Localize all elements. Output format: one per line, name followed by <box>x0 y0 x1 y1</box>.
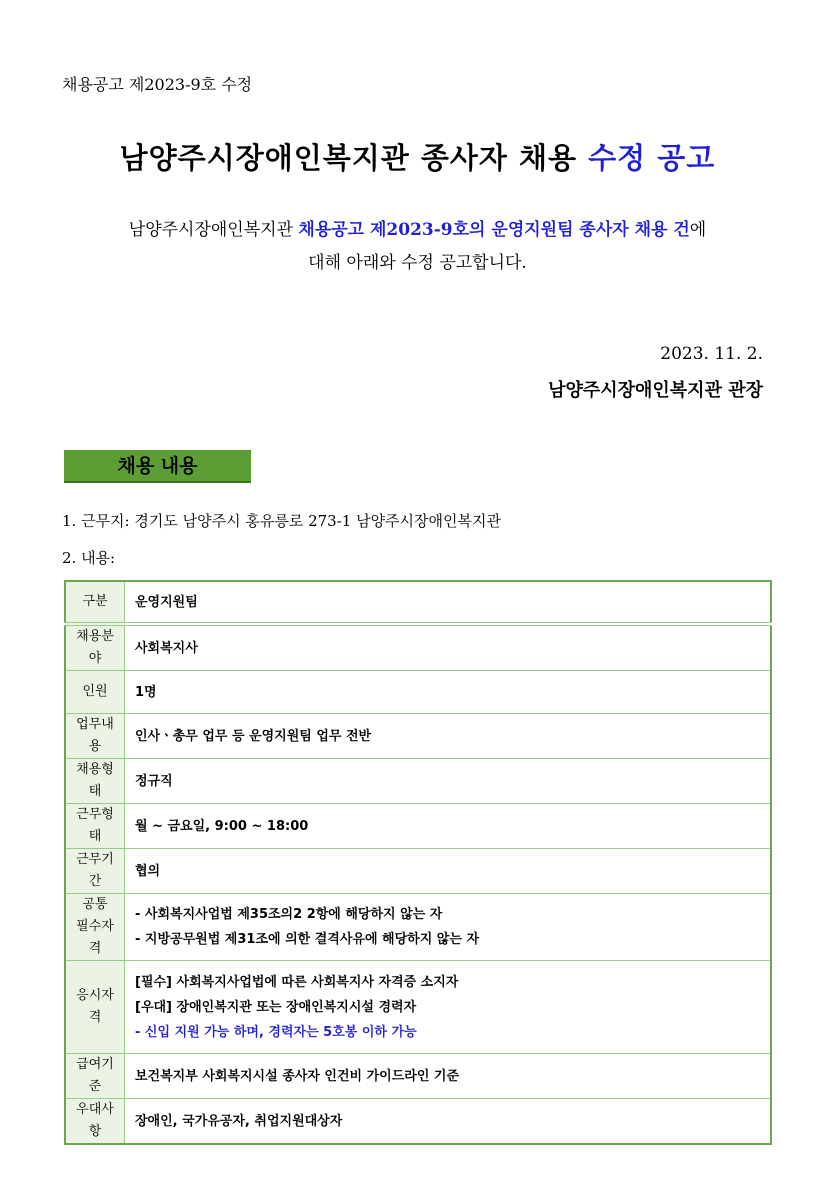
title-highlight: 수정 공고 <box>588 141 716 175</box>
table-row <box>65 849 771 894</box>
row-label: 구분 <box>65 581 125 624</box>
row-value: 장애인, 국가유공자, 취업지원대상자 <box>125 1099 772 1145</box>
row-label <box>65 894 125 961</box>
eligibility-line: [필수] 사회복지사업법에 따른 사회복지사 자격증 소지자 <box>135 974 459 990</box>
row-label: 업무내용 <box>65 714 125 759</box>
notice-number: 채용공고 제2023-9호 수정 <box>62 75 253 94</box>
qualification-label-line2: 필수자격 <box>76 919 114 956</box>
intro-line2: 대해 아래와 수정 공고합니다. <box>308 253 527 273</box>
notice-date: 2023. 11. 2. <box>660 344 763 364</box>
eligibility-line: [우대] 장애인복지관 또는 장애인복지시설 경력자 <box>135 999 417 1015</box>
row-label: 우대사항 <box>65 1099 125 1145</box>
intro-paragraph <box>50 214 785 280</box>
row-value <box>125 894 772 961</box>
table-row <box>65 624 771 671</box>
row-value: 운영지원팀 <box>125 581 772 624</box>
row-value: 사회복지사 <box>125 624 772 671</box>
row-value: 보건복지부 사회복지시설 종사자 인건비 가이드라인 기준 <box>125 1054 772 1099</box>
row-label: 채용분야 <box>65 624 125 671</box>
row-value: 1명 <box>125 671 772 714</box>
qualification-line: - 지방공무원법 제31조에 의한 결격사유에 해당하지 않는 자 <box>135 932 480 947</box>
section-title: 채용 내용 <box>64 450 251 483</box>
qualification-line: - 사회복지사업법 제35조의2 2항에 해당하지 않는 자 <box>135 907 443 922</box>
row-label: 채용형태 <box>65 759 125 804</box>
row-label: 응시자격 <box>65 961 125 1054</box>
table-row <box>65 894 771 961</box>
intro-highlight: 채용공고 제2023-9호의 운영지원팀 종사자 채용 건 <box>298 220 690 240</box>
workplace-item: 1. 근무지: 경기도 남양주시 홍유릉로 273-1 남양주시장애인복지관 <box>62 512 501 530</box>
qualification-label-line1: 공통 <box>82 897 108 912</box>
row-label: 근무형태 <box>65 804 125 849</box>
organization-signature: 남양주시장애인복지관 관장 <box>548 380 763 401</box>
row-label: 급여기준 <box>65 1054 125 1099</box>
row-label: 근무기간 <box>65 849 125 894</box>
intro-prefix: 남양주시장애인복지관 <box>128 220 293 240</box>
row-value: 정규직 <box>125 759 772 804</box>
table-row <box>65 714 771 759</box>
row-label: 인원 <box>65 671 125 714</box>
table-row <box>65 759 771 804</box>
row-value: 월 ~ 금요일, 9:00 ~ 18:00 <box>125 804 772 849</box>
intro-suffix: 에 <box>689 220 707 240</box>
table-row <box>65 804 771 849</box>
table-row <box>65 961 771 1054</box>
row-value: 인사ㆍ총무 업무 등 운영지원팀 업무 전반 <box>125 714 772 759</box>
eligibility-note: - 신입 지원 가능 하며, 경력자는 5호봉 이하 가능 <box>135 1024 417 1040</box>
title-main: 남양주시장애인복지관 종사자 채용 <box>119 141 578 175</box>
content-item: 2. 내용: <box>62 549 116 567</box>
page-title <box>0 136 835 177</box>
table-row <box>65 1054 771 1099</box>
recruitment-table <box>64 580 772 1145</box>
table-row <box>65 581 771 624</box>
row-value: 협의 <box>125 849 772 894</box>
table-row <box>65 671 771 714</box>
row-value <box>125 961 772 1054</box>
table-row <box>65 1099 771 1145</box>
